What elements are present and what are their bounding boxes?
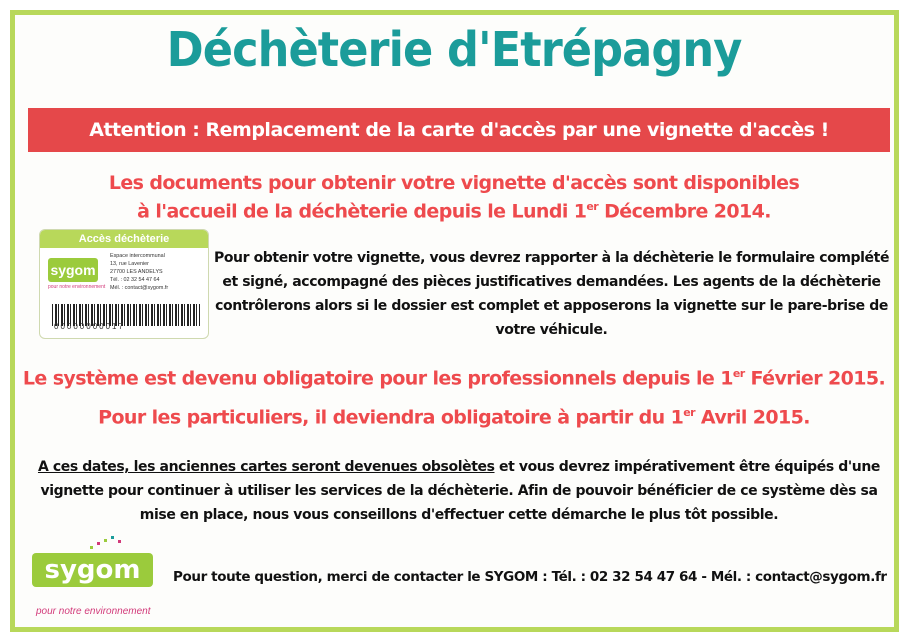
intro-line-2-date: Décembre 2014. [598,200,771,223]
obsolete-rest-text: et vous devrez impérativement être équipés d'une vignette pour continuer à utiliser les services de la déchèterie. Afin de pouvoir bénéficier de ce système dès sa mise en place, nous vous conseillons d'effectuer cette démarche le plus tôt possible. [40,459,881,523]
card-tagline: pour notre environnement [48,284,106,290]
professionals-line [0,367,908,389]
poster-title: Déchèterie d'Etrépagny [166,22,742,78]
card-address-line: 27700 LES ANDELYS [110,269,163,275]
card-address-line: Tél. : 02 32 54 47 64 [110,277,160,283]
logo-dots-decoration [88,534,128,552]
sygom-tagline: pour notre environnement [36,606,151,617]
particuliers-sup: er [683,406,695,419]
particuliers-text: Pour les particuliers, il deviendra obligatoire à partir du 1 [98,406,684,429]
access-card-image [39,229,209,339]
card-number: 00000000017 [54,322,125,331]
card-sygom-logo: sygom [48,258,98,282]
pro-date: Février 2015. [744,367,886,390]
intro-line-1: Les documents pour obtenir votre vignette d'accès sont disponibles [108,172,800,194]
obsolete-underlined-text: A ces dates, les anciennes cartes seront devenues obsolètes [37,459,495,475]
card-address-line: Espace intercommunal [110,253,165,259]
obsolete-cards-paragraph [28,455,890,527]
intro-sup: er [586,200,599,213]
intro-line-2-text: à l'accueil de la déchèterie depuis le Lundi 1 [137,200,587,223]
pro-text: Le système est devenu obligatoire pour les professionnels depuis le 1 [22,367,733,390]
sygom-logo: sygom [32,553,153,587]
pro-sup: er [732,367,745,380]
card-address-line: 13, rue Lavenier [110,261,149,267]
card-address [110,252,168,292]
individuals-line [0,406,908,428]
particuliers-date: Avril 2015. [694,406,810,429]
attention-banner [28,108,890,152]
intro-line-2 [0,200,908,222]
contact-line: Pour toute question, merci de contacter le SYGOM : Tél. : 02 32 54 47 64 - Mél. : contact@sygom.fr [173,569,887,585]
banner-text: Attention : Remplacement de la carte d'accès par une vignette d'accès ! [89,119,829,141]
instructions-paragraph: Pour obtenir votre vignette, vous devrez rapporter à la déchèterie le formulaire complété et signé, accompagné des pièces justificatives demandées. Les agents de la déchèterie contrôlerons alors si le dossier est complet et apposerons la vignette sur le pare-brise de votre véhicule. [213,250,890,338]
card-header: Accès déchèterie [40,230,208,248]
card-address-line: Mél. : contact@sygom.fr [110,285,169,291]
